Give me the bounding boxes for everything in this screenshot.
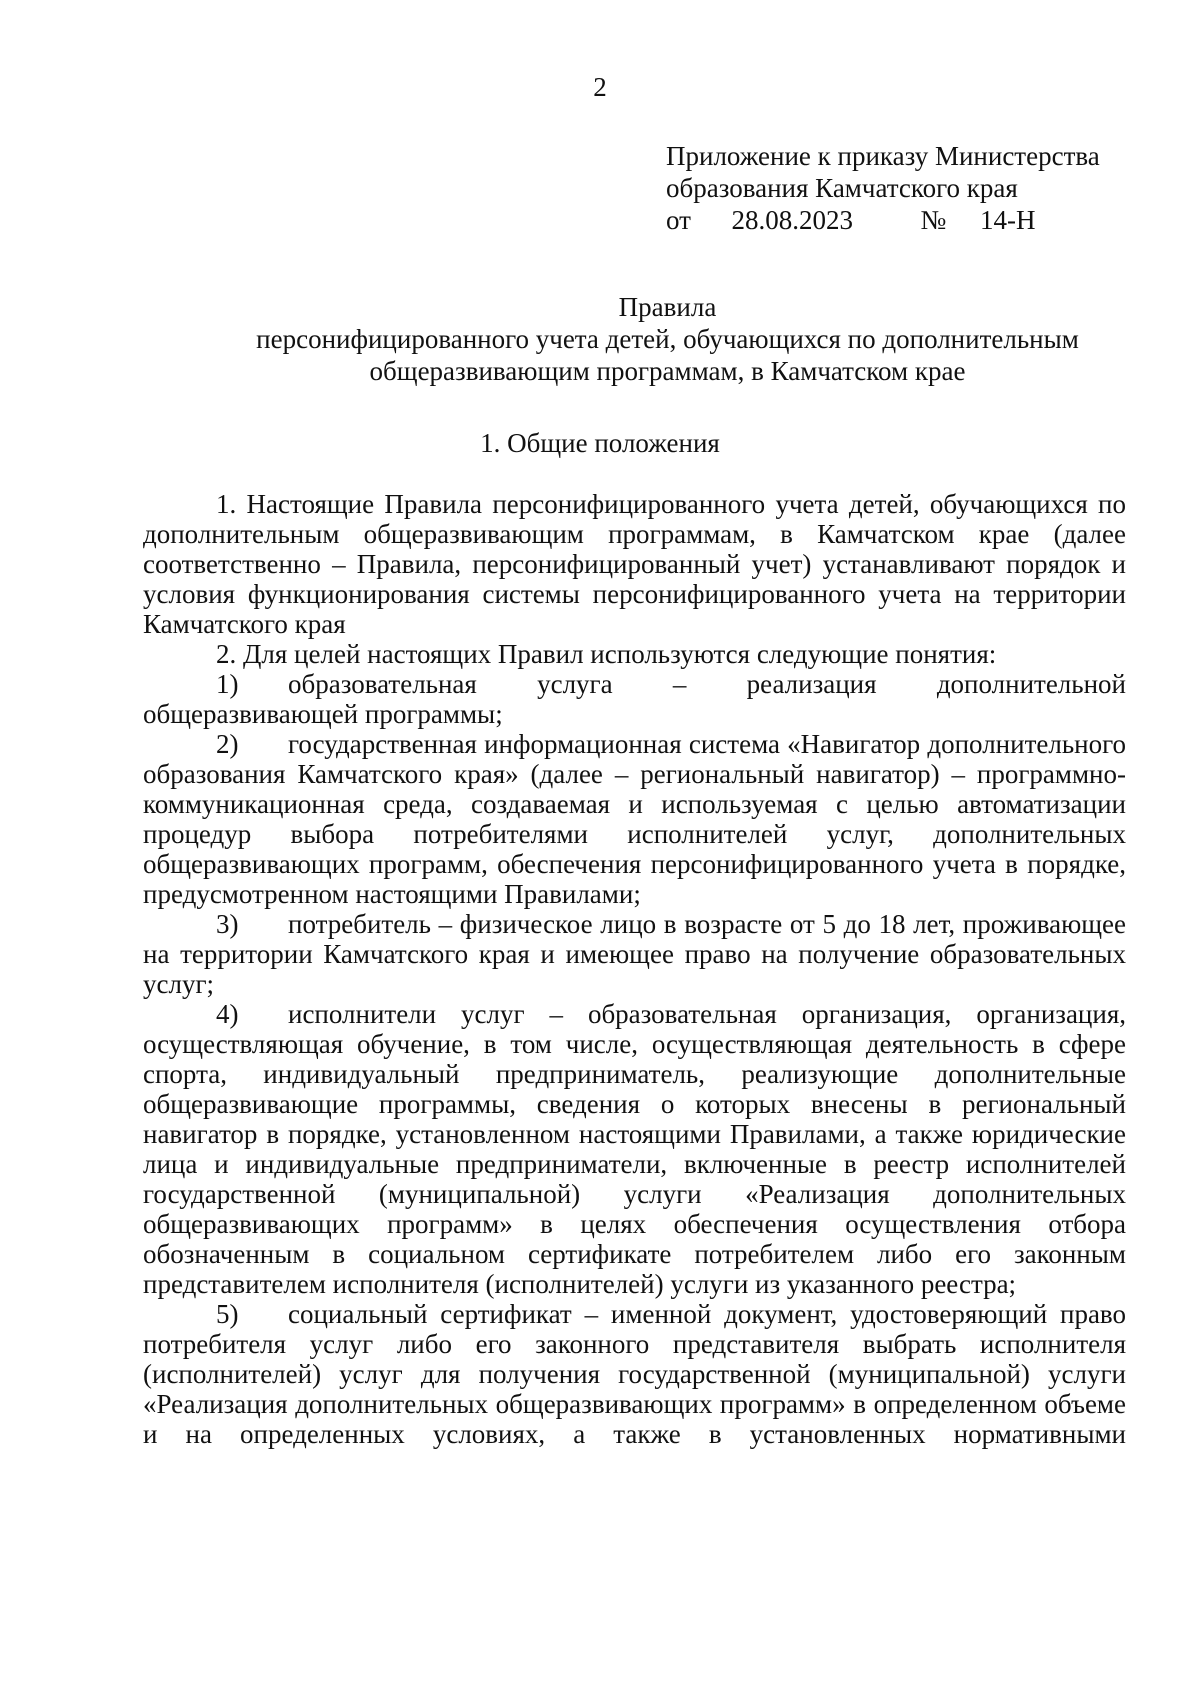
item-number: 5) [216,1299,239,1329]
definition-item-2 [143,729,1126,909]
definition-item-3 [143,909,1126,999]
appendix-line-2: образования Камчатского края [666,173,1018,203]
item-text: государственная информационная система «Навигатор дополнительного образования Камчатского края» (далее – региональный навигатор) – программно-коммуникационная среда, создаваемая и используемая с целью автоматизации процедур выбора потребителями исполнителей услуг, дополнительных общеразвивающих программ, обеспечения персонифицированного учета в порядке, предусмотренном настоящими Правилами; [143,729,1126,909]
paragraph-2: 2. Для целей настоящих Правил используются следующие понятия: [216,639,997,669]
definition-item-1 [143,669,1126,729]
title-line-2: персонифицированного учета детей, обучающихся по дополнительным [256,324,1079,354]
document-body [143,489,1126,1449]
item-text: потребитель – физическое лицо в возрасте от 5 до 18 лет, проживающее на территории Камчатского края и имеющее право на получение образовательных услуг; [143,909,1126,999]
appendix-date-number [666,204,1126,236]
item-text: исполнители услуг – образовательная организация, организация, осуществляющая обучение, в том числе, осуществляющая деятельность в сфере спорта, индивидуальный предприниматель, реализующие дополнительные общеразвивающие программы, сведения о которых внесены в региональный навигатор в порядке, установленном настоящими Правилами, а также юридические лица и индивидуальные предприниматели, включенные в реестр исполнителей государственной (муниципальной) услуги «Реализация дополнительных общеразвивающих программ» в целях обеспечения осуществления отбора обозначенным в социальном сертификате потребителем либо его законным представителем исполнителя (исполнителей) услуги из указанного реестра; [143,999,1126,1299]
appendix-line-1: Приложение к приказу Министерства [666,141,1100,171]
paragraph-1: 1. Настоящие Правила персонифицированного учета детей, обучающихся по дополнительным общеразвивающим программам, в Камчатском крае (далее соответственно – Правила, персонифицированный учет) устанавливают порядок и условия функционирования системы персонифицированного учета на территории Камчатского края [143,489,1126,639]
document-title [140,291,1195,387]
item-number: 3) [216,909,239,939]
definition-item-4 [143,999,1126,1299]
item-text: социальный сертификат – именной документ, удостоверяющий право потребителя услуг либо его законного представителя выбрать исполнителя (исполнителей) услуг для получения государственной (муниципальной) услуги «Реализация дополнительных общеразвивающих программ» в определенном объеме и на определенных условиях, а также в установленных нормативными [143,1299,1126,1449]
title-line-3: общеразвивающим программам, в Камчатском крае [369,356,966,386]
definition-item-5 [143,1299,1126,1449]
item-text: образовательная услуга – реализация дополнительной общеразвивающей программы; [143,669,1126,729]
page-number: 2 [593,72,607,102]
section-heading: 1. Общие положения [480,428,720,458]
title-line-1: Правила [618,292,717,322]
appendix-line-3: от 28.08.2023 № 14-Н [666,205,1036,235]
item-number: 2) [216,729,239,759]
appendix-header [666,140,1126,236]
item-number: 4) [216,999,239,1029]
item-number: 1) [216,669,239,699]
